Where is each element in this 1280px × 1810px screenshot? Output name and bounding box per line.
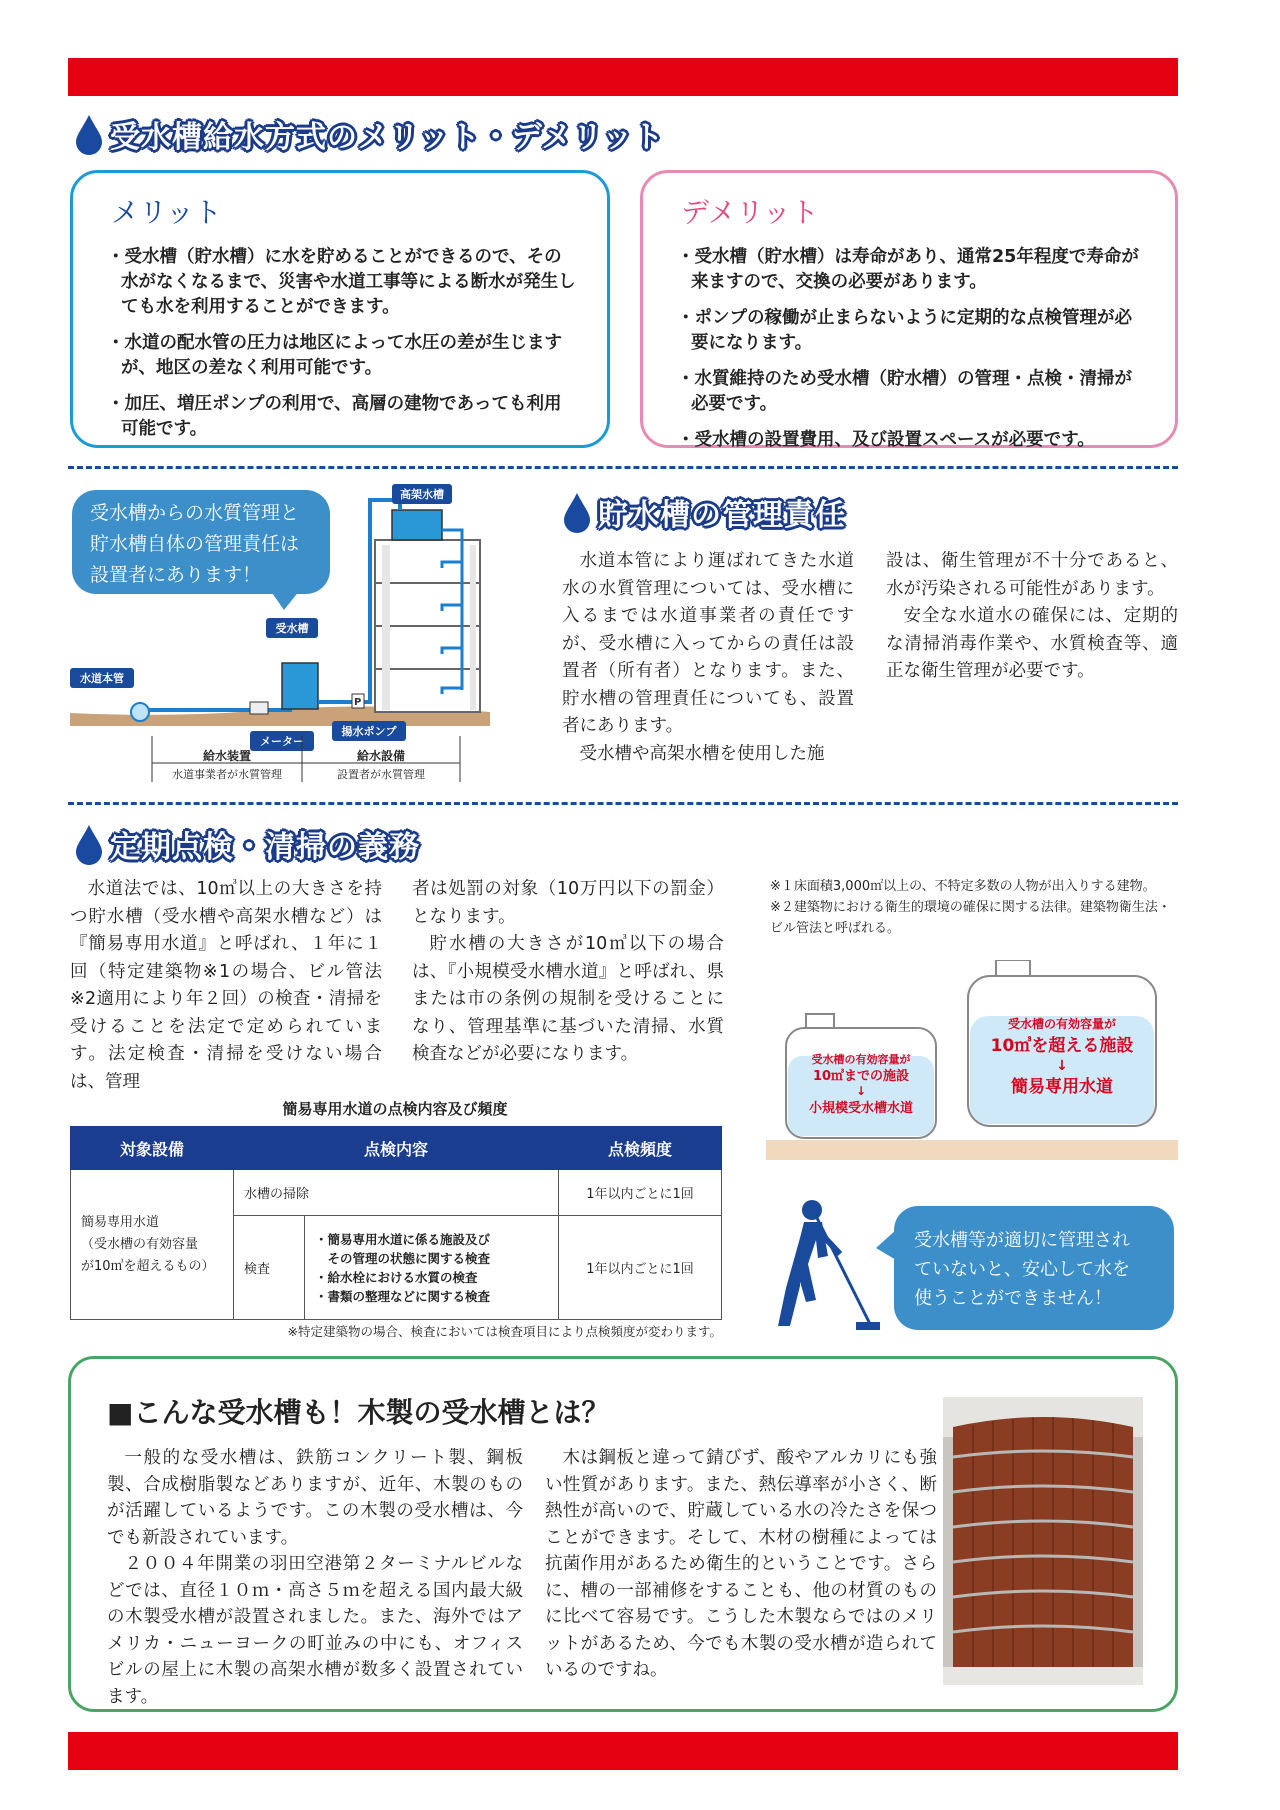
section1-title-text: 受水槽給水方式のメリット・デメリット <box>110 120 665 155</box>
label-pump: 揚水ポンプ <box>341 725 397 738</box>
section3-title-text: 定期点検・清掃の義務 <box>110 830 420 865</box>
table-cell-target <box>71 1170 234 1320</box>
section2-title-text: 貯水槽の管理責任 <box>598 498 846 533</box>
water-drop-icon <box>74 823 104 865</box>
bubble-line: 設置者にあります！ <box>90 564 262 586</box>
bubble-tail <box>876 1230 896 1260</box>
paragraph: 者は処罰の対象（10万円以下の罰金）となります。 <box>412 879 724 927</box>
bubble-line: 受水槽からの水質管理と <box>90 502 300 524</box>
table-cell-items <box>305 1216 559 1320</box>
table-title: 簡易専用水道の点検内容及び頻度 <box>282 1100 508 1118</box>
footnote-2: ※２建築物における衛生的環境の確保に関する法律。建築物衛生法・ビル管法と呼ばれる。 <box>770 900 1171 936</box>
water-drop-icon <box>562 491 592 533</box>
label-supply-device: 給水装置 <box>202 749 252 763</box>
top-red-bar <box>68 58 1178 96</box>
list-item: ・水道の配水管の圧力は地区によって水圧の差が生じますが、地区の差なく利用可能です。 <box>107 333 562 378</box>
tank-small-line: 10㎥までの施設 <box>812 1069 910 1084</box>
wooden-text-left <box>107 1445 523 1710</box>
paragraph: ２００４年開業の羽田空港第２ターミナルビルなどでは、直径１０ｍ・高さ５ｍを超える国内最大級の木製受水槽が設置されました。また、海外ではアメリカ・ニューヨークの町並みの中にも、オフィスビルの屋上に木製の高架水槽が数多く設置されています。 <box>107 1554 523 1707</box>
water-system-diagram <box>70 480 490 790</box>
table-header: 点検頻度 <box>559 1127 722 1170</box>
water-drop-icon <box>74 113 104 155</box>
paragraph: 木は鋼板と違って錆びず、酸やアルカリにも強い性質があります。また、熱伝導率が小さく、断熱性が高いので、貯蔵している水の冷たさを保つことができます。そして、木材の樹種によっては抗菌作用があるため衛生的ということです。さらに、槽の一部補修をすることも、他の材質のものに比べて容易です。こうした木製ならではのメリットがあるため、今でも木製の受水槽が造られているのですね。 <box>545 1448 937 1680</box>
table-header: 点検内容 <box>234 1127 559 1170</box>
inspection-text-mid <box>412 876 724 1069</box>
bubble-line: ていないと、安心して水を <box>914 1259 1130 1280</box>
bubble-line: 受水槽等が適切に管理され <box>914 1230 1130 1251</box>
tank-small-line: ↓ <box>855 1084 867 1098</box>
paragraph: 設は、衛生管理が不十分であると、水が汚染される可能性があります。 <box>886 551 1178 599</box>
tank-large-line: ↓ <box>1056 1058 1068 1074</box>
wooden-text-right <box>545 1445 937 1684</box>
table-cell: 検査 <box>234 1216 305 1320</box>
bubble-line: 貯水槽自体の管理責任は <box>90 533 300 555</box>
list-item: ・受水槽（貯水槽）は寿命があり、通常25年程度で寿命が来ますので、交換の必要があります。 <box>677 247 1139 292</box>
merit-heading: メリット <box>111 196 222 229</box>
demerit-box <box>640 170 1178 448</box>
demerit-heading: デメリット <box>681 196 819 229</box>
footnote-1: ※１床面積3,000㎡以上の、不特定多数の人物が出入りする建物。 <box>770 879 1156 894</box>
table-header-row <box>71 1127 722 1170</box>
paragraph: 水道法では、10㎥以上の大きさを持つ貯水槽（受水槽や高架水槽など）は『簡易専用水道』と呼ばれ、１年に１回（特定建築物※1の場合、ビル管法※2適用により年２回）の検査・清掃を受けることを法定で定められています。法定検査・清掃を受けない場合は、管理 <box>70 879 382 1092</box>
cell-line: ・給水栓における水質の検査 <box>315 1269 478 1285</box>
tank-small-line: 小規模受水槽水道 <box>808 1101 914 1116</box>
tank-large-line: 10㎥を超える施設 <box>990 1036 1134 1056</box>
table-cell: 1年以内ごとに1回 <box>559 1216 722 1320</box>
responsibility-text-left <box>562 548 854 768</box>
bubble-line: 使うことができません！ <box>914 1288 1112 1309</box>
table-note: ※特定建築物の場合、検査においては検査項目により点検頻度が変わります。 <box>287 1324 722 1339</box>
label-facility-note: 設置者が水質管理 <box>337 768 425 781</box>
section2-title <box>562 490 846 534</box>
label-receiving-tank: 受水槽 <box>275 622 309 635</box>
section3-title <box>74 822 420 866</box>
list-item: ・受水槽の設置費用、及び設置スペースが必要です。 <box>677 430 1095 450</box>
merit-box <box>70 170 610 448</box>
wooden-tank-title: ■こんな受水槽も！木製の受水槽とは？ <box>107 1396 610 1429</box>
cell-line: が10㎥を超えるもの） <box>81 1258 215 1274</box>
svg-text:P: P <box>354 697 362 708</box>
inspection-table <box>70 1126 722 1320</box>
responsibility-text-right <box>886 548 1178 686</box>
paragraph: 貯水槽の大きさが10㎥以下の場合は、『小規模受水槽水道』と呼ばれ、県または市の条例の規制を受けることになり、管理基準に基づいた清掃、水質検査などが必要になります。 <box>412 934 724 1064</box>
table-cell: 1年以内ごとに1回 <box>559 1170 722 1216</box>
tank-large-line: 簡易専用水道 <box>1011 1077 1113 1097</box>
tank-small-line: 受水槽の有効容量が <box>811 1053 911 1066</box>
wooden-tank-photo <box>943 1397 1143 1685</box>
label-elevated-tank: 高架水槽 <box>400 488 444 501</box>
tank-large-line: 受水槽の有効容量が <box>1007 1017 1117 1031</box>
divider <box>68 802 1178 805</box>
cell-line: ・簡易専用水道に係る施設及び <box>315 1231 491 1247</box>
paragraph: 水道本管により運ばれてきた水道水の水質管理については、受水槽に入るまでは水道事業者の責任ですが、受水槽に入ってからの責任は設置者（所有者）となります。また、貯水槽の管理責任についても、設置者にあります。 <box>562 551 854 736</box>
cell-line: ・書類の整理などに関する検査 <box>315 1288 491 1304</box>
cell-line: その管理の状態に関する検査 <box>315 1250 491 1266</box>
wooden-tank-box <box>68 1356 1178 1712</box>
inspection-text-left <box>70 876 382 1096</box>
paragraph: 安全な水道水の確保には、定期的な清掃消毒作業や、水質検査等、適正な衛生管理が必要です。 <box>886 606 1178 681</box>
cleaning-person-icon <box>770 1196 880 1336</box>
paragraph: 受水槽や高架水槽を使用した施 <box>579 743 825 764</box>
footnotes <box>770 876 1178 939</box>
list-item: ・加圧、増圧ポンプの利用で、高層の建物であっても利用可能です。 <box>107 394 562 439</box>
cell-line: （受水槽の有効容量 <box>81 1236 199 1252</box>
label-meter: メーター <box>260 735 304 748</box>
paragraph: 一般的な受水槽は、鉄筋コンクリート製、鋼板製、合成樹脂製などありますが、近年、木製のものが活躍しているようです。この木製の受水槽は、今でも新設されています。 <box>107 1448 523 1548</box>
cell-line: 簡易専用水道 <box>81 1214 160 1230</box>
label-supply-facility: 給水設備 <box>356 749 406 763</box>
warning-bubble <box>894 1206 1174 1330</box>
table-header: 対象設備 <box>71 1127 234 1170</box>
demerit-list <box>673 245 1145 453</box>
list-item: ・受水槽（貯水槽）に水を貯めることができるので、その水がなくなるまで、災害や水道工事等による断水が発生しても水を利用することができます。 <box>107 247 576 317</box>
table-cell: 水槽の掃除 <box>234 1170 559 1216</box>
bottom-red-bar <box>68 1732 1178 1770</box>
merit-list <box>103 245 577 442</box>
section1-title <box>74 112 664 156</box>
label-main-pipe: 水道本管 <box>80 672 124 685</box>
tanks-illustration <box>766 960 1178 1170</box>
label-device-note: 水道事業者が水質管理 <box>172 768 282 781</box>
table-row <box>71 1170 722 1216</box>
list-item: ・ポンプの稼働が止まらないように定期的な点検管理が必要になります。 <box>677 308 1132 353</box>
divider <box>68 466 1178 469</box>
list-item: ・水質維持のため受水槽（貯水槽）の管理・点検・清掃が必要です。 <box>677 369 1132 414</box>
